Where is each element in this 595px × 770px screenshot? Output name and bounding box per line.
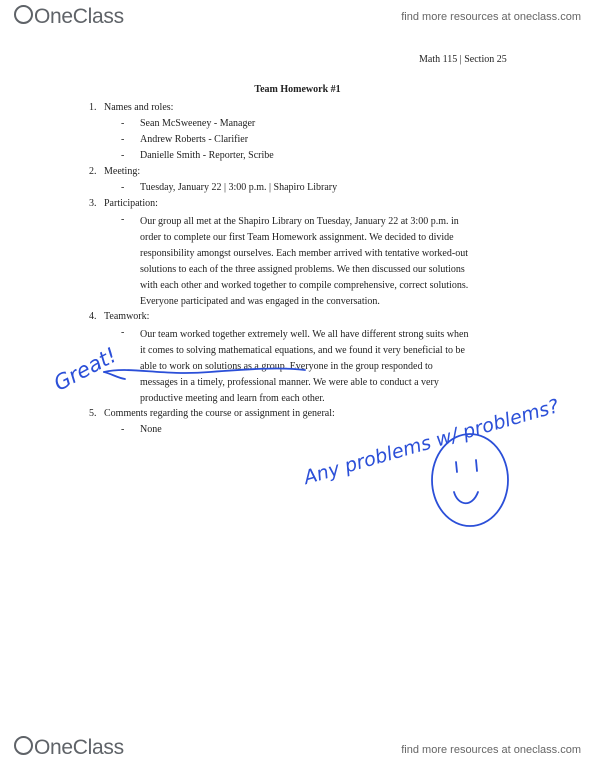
section-heading: Names and roles: bbox=[104, 102, 174, 113]
paragraph-line: solutions to each of the three assigned problems. We then discussed our solutions bbox=[140, 264, 465, 276]
list-item: Sean McSweeney - Manager bbox=[140, 118, 256, 129]
section-number: 5. bbox=[89, 408, 97, 419]
question-annotation: Any problems w/ problems? bbox=[301, 395, 562, 490]
course-section-label: Math 115 | Section 25 bbox=[419, 54, 507, 65]
logo-text: OneClass bbox=[34, 736, 124, 759]
logo-circle-icon bbox=[14, 736, 33, 755]
paragraph-line: Our team worked together extremely well. We all have different strong suits when bbox=[140, 329, 469, 340]
oneclass-logo-top[interactable] bbox=[14, 5, 124, 29]
paragraph-line: able to work on solutions as a group. Everyone in the group responded to bbox=[140, 361, 433, 373]
list-item: Tuesday, January 22 | 3:00 p.m. | Shapiro Library bbox=[140, 182, 338, 193]
section-number: 3. bbox=[89, 198, 97, 209]
bullet-dash: - bbox=[121, 118, 125, 129]
header-tagline-link[interactable]: find more resources at oneclass.com bbox=[401, 11, 581, 23]
smiley-mouth bbox=[454, 492, 478, 503]
footer-tagline-link[interactable]: find more resources at oneclass.com bbox=[401, 744, 581, 756]
bullet-dash: - bbox=[121, 182, 125, 193]
paragraph-line: messages in a timely, professional manner. We were able to conduct a very bbox=[140, 377, 439, 389]
section-heading: Comments regarding the course or assignment in general: bbox=[104, 408, 335, 419]
arrow-stroke bbox=[104, 372, 125, 379]
bullet-dash: - bbox=[121, 327, 125, 338]
paragraph-line: Everyone participated and was engaged in the conversation. bbox=[140, 296, 380, 308]
oneclass-logo-bottom[interactable] bbox=[14, 736, 124, 760]
section-heading: Participation: bbox=[104, 198, 158, 209]
bullet-dash: - bbox=[121, 150, 125, 161]
teamwork-paragraph bbox=[140, 327, 520, 407]
smiley-face-icon bbox=[432, 434, 508, 526]
paragraph-line: Our group all met at the Shapiro Library on Tuesday, January 22 at 3:00 p.m. in bbox=[140, 216, 459, 227]
paragraph-line: productive meeting and learn from each other. bbox=[140, 393, 325, 405]
list-item: None bbox=[140, 424, 162, 435]
paragraph-line: responsibility amongst ourselves. Each member arrived with tentative worked-out bbox=[140, 248, 468, 260]
document-title: Team Homework #1 bbox=[254, 84, 341, 95]
paragraph-line: with each other and worked together to compile comprehensive, correct solutions. bbox=[140, 280, 469, 292]
section-number: 4. bbox=[89, 311, 97, 322]
section-number: 2. bbox=[89, 166, 97, 177]
logo-text: OneClass bbox=[34, 5, 124, 28]
logo-circle-icon bbox=[14, 5, 33, 24]
section-heading: Meeting: bbox=[104, 166, 141, 177]
great-annotation: Great! bbox=[49, 342, 121, 396]
paragraph-line: order to complete our first Team Homework assignment. We decided to divide bbox=[140, 232, 454, 244]
section-number: 1. bbox=[89, 102, 97, 113]
bullet-dash: - bbox=[121, 214, 125, 225]
list-item: Andrew Roberts - Clarifier bbox=[140, 134, 249, 145]
section-heading: Teamwork: bbox=[104, 311, 150, 322]
smiley-eye bbox=[476, 460, 477, 471]
participation-paragraph bbox=[140, 214, 520, 311]
bullet-dash: - bbox=[121, 424, 125, 435]
paragraph-line: it comes to solving mathematical equations, and we found it very beneficial to be bbox=[140, 345, 465, 357]
smiley-eye bbox=[456, 462, 457, 472]
list-item: Danielle Smith - Reporter, Scribe bbox=[140, 150, 274, 161]
bullet-dash: - bbox=[121, 134, 125, 145]
